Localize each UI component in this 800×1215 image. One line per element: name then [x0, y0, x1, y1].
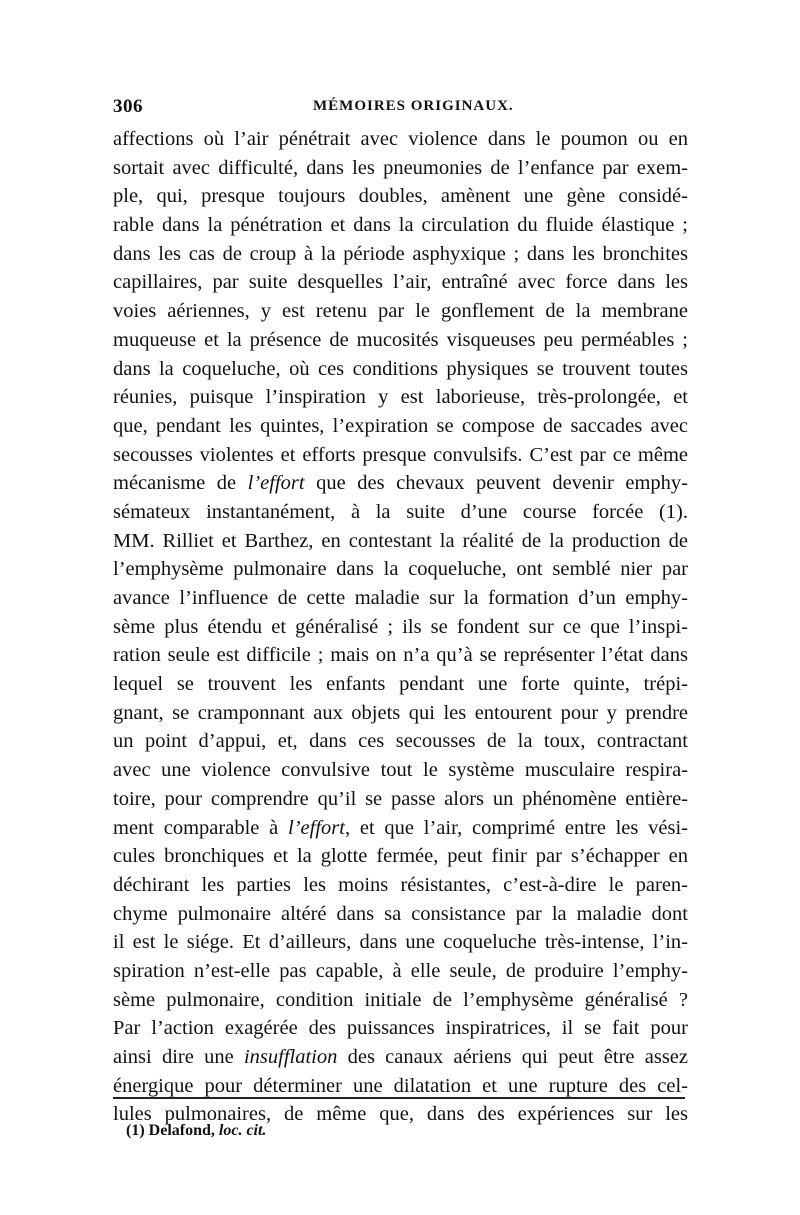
text-line: lules pulmonaires, de même que, dans des expériences sur les	[113, 1103, 688, 1126]
text-line: muqueuse et la présence de mucosités visqueuses peu perméables ;	[113, 328, 688, 351]
text-line: un point d’appui, et, dans ces secousses de la toux, contractant	[113, 730, 688, 753]
text-line: rable dans la pénétration et dans la circulation du fluide élastique ;	[113, 214, 688, 237]
text-line: déchirant les parties les moins résistantes, c’est-à-dire le paren-	[113, 873, 688, 896]
text-line: réunies, puisque l’inspiration y est laborieuse, très-prolongée, et	[113, 386, 688, 409]
text-line: avance l’influence de cette maladie sur la formation d’un emphy-	[113, 587, 688, 609]
text-line: lequel se trouvent les enfants pendant une forte quinte, trépi-	[113, 673, 688, 696]
text-line: sème pulmonaire, condition initiale de l’emphysème généralisé ?	[113, 988, 688, 1011]
text-line: ration seule est difficile ; mais on n’a qu’à se représenter l’état dans	[113, 644, 688, 667]
text-line: ple, qui, presque toujours doubles, amènent une gène considé-	[113, 185, 688, 208]
text-line: affections où l’air pénétrait avec violence dans le poumon ou en	[113, 128, 688, 150]
text-line: il est le siége. Et d’ailleurs, dans une coqueluche très-intense, l’in-	[113, 931, 688, 954]
text-line: dans la coqueluche, où ces conditions physiques se trouvent toutes	[113, 357, 688, 380]
text-line: MM. Rilliet et Barthez, en contestant la réalité de la production de	[113, 529, 688, 552]
body-text	[113, 125, 688, 1129]
text-line: énergique pour déterminer une dilatation et une rupture des cel-	[113, 1074, 688, 1097]
text-line: spiration n’est-elle pas capable, à elle seule, de produire l’emphy-	[113, 959, 688, 982]
text-line: secousses violentes et efforts presque convulsifs. C’est par ce même	[113, 443, 688, 466]
text-line: gnant, se cramponnant aux objets qui les entourent pour y prendre	[113, 701, 688, 724]
text-line: ainsi dire une insufflation des canaux aériens qui peut être assez	[113, 1046, 688, 1068]
footnote	[126, 1122, 266, 1140]
text-line: dans les cas de croup à la période asphyxique ; dans les bronchites	[113, 242, 688, 265]
text-line: capillaires, par suite desquelles l’air, entraîné avec force dans les	[113, 271, 688, 294]
footnote-marker: (1)	[126, 1122, 145, 1139]
page-number: 306	[113, 96, 143, 117]
running-head	[113, 96, 685, 120]
text-line: mécanisme de l’effort que des chevaux peuvent devenir emphy-	[113, 472, 688, 495]
text-line: avec une violence convulsive tout le système musculaire respira-	[113, 759, 688, 782]
footnote-reference: loc. cit.	[218, 1122, 267, 1139]
text-line: toire, pour comprendre qu’il se passe alors un phénomène entière-	[113, 787, 688, 810]
text-line: Par l’action exagérée des puissances inspiratrices, il se fait pour	[113, 1017, 688, 1040]
footnote-divider	[113, 1097, 685, 1099]
text-line: que, pendant les quintes, l’expiration se compose de saccades avec	[113, 414, 688, 437]
text-line: l’emphysème pulmonaire dans la coqueluche, ont semblé nier par	[113, 558, 688, 581]
text-line: sème plus étendu et généralisé ; ils se fondent sur ce que l’inspi-	[113, 615, 688, 638]
text-line: ment comparable à l’effort, et que l’air, comprimé entre les vési-	[113, 816, 688, 839]
footnote-author: Delafond,	[148, 1122, 215, 1139]
text-line: cules bronchiques et la glotte fermée, peut finir par s’échapper en	[113, 845, 688, 868]
text-line: voies aériennes, y est retenu par le gonflement de la membrane	[113, 300, 688, 323]
text-line: chyme pulmonaire altéré dans sa consistance par la maladie dont	[113, 902, 688, 925]
text-line: sémateux instantanément, à la suite d’une course forcée (1).	[113, 500, 688, 523]
text-line: sortait avec difficulté, dans les pneumonies de l’enfance par exem-	[113, 156, 688, 179]
running-title: MÉMOIRES ORIGINAUX.	[313, 98, 514, 114]
